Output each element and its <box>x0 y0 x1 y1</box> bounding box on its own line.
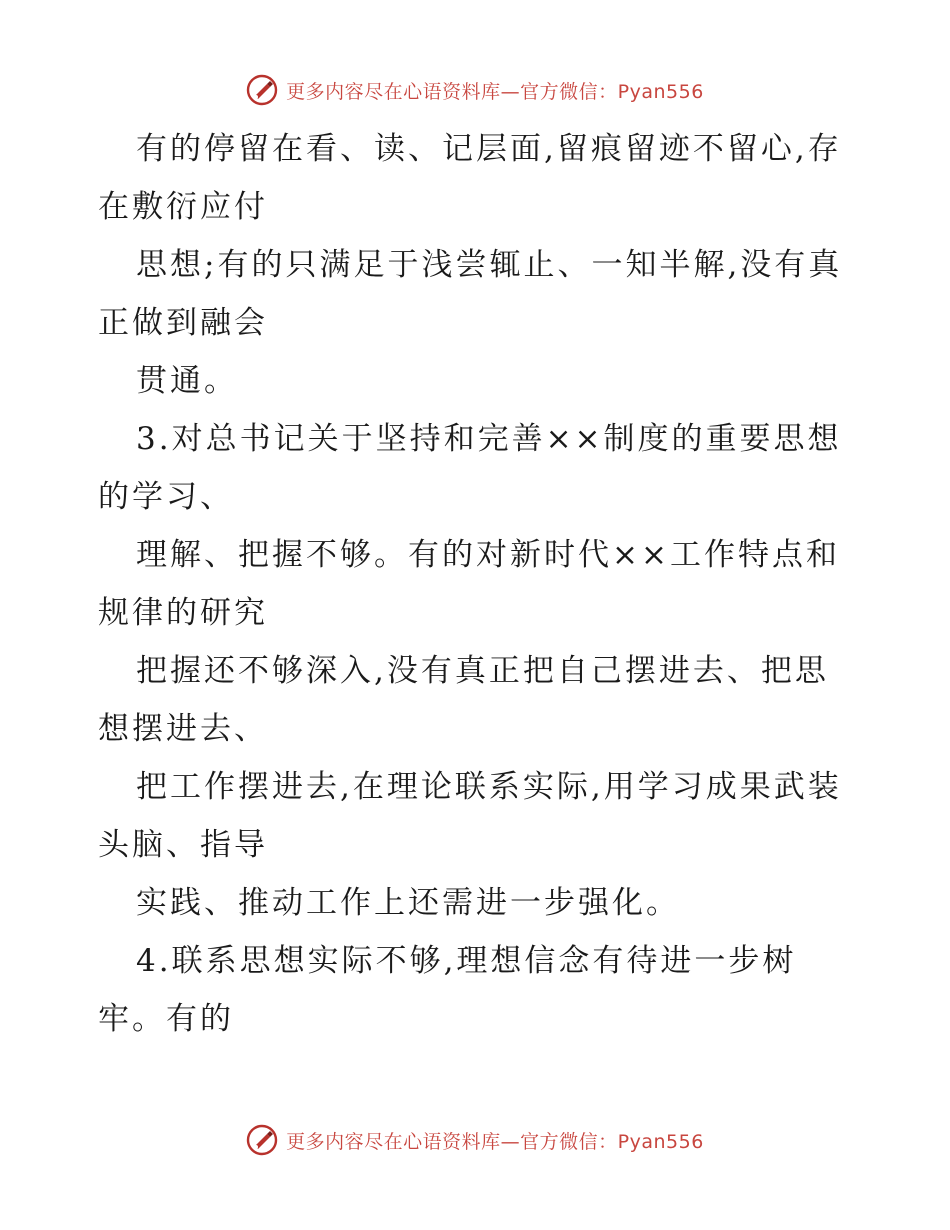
paragraph: 理解、把握不够。有的对新时代××工作特点和规律的研究 <box>98 537 840 631</box>
paragraph: 把握还不够深入,没有真正把自己摆进去、把思想摆进去、 <box>98 653 829 747</box>
paragraph: 3.对总书记关于坚持和完善××制度的重要思想的学习、 <box>98 421 842 515</box>
paragraph: 把工作摆进去,在理论联系实际,用学习成果武装头脑、指导 <box>98 769 842 863</box>
paragraph: 实践、推动工作上还需进一步强化。 <box>136 885 680 921</box>
brand-logo-icon <box>246 74 278 106</box>
footer-banner <box>0 1120 950 1160</box>
paragraph: 思想;有的只满足于浅尝辄止、一知半解,没有真正做到融会 <box>98 247 843 341</box>
document-body <box>98 120 858 1048</box>
paragraph: 贯通。 <box>136 363 238 399</box>
header-banner-text: 更多内容尽在心语资料库—官方微信：Pyan556 <box>286 80 704 103</box>
header-banner <box>0 70 950 110</box>
brand-logo-icon <box>246 1124 278 1156</box>
footer-banner-text: 更多内容尽在心语资料库—官方微信：Pyan556 <box>286 1130 704 1153</box>
paragraph: 有的停留在看、读、记层面,留痕留迹不留心,存在敷衍应付 <box>98 131 842 225</box>
paragraph: 4.联系思想实际不够,理想信念有待进一步树牢。有的 <box>98 943 797 1037</box>
